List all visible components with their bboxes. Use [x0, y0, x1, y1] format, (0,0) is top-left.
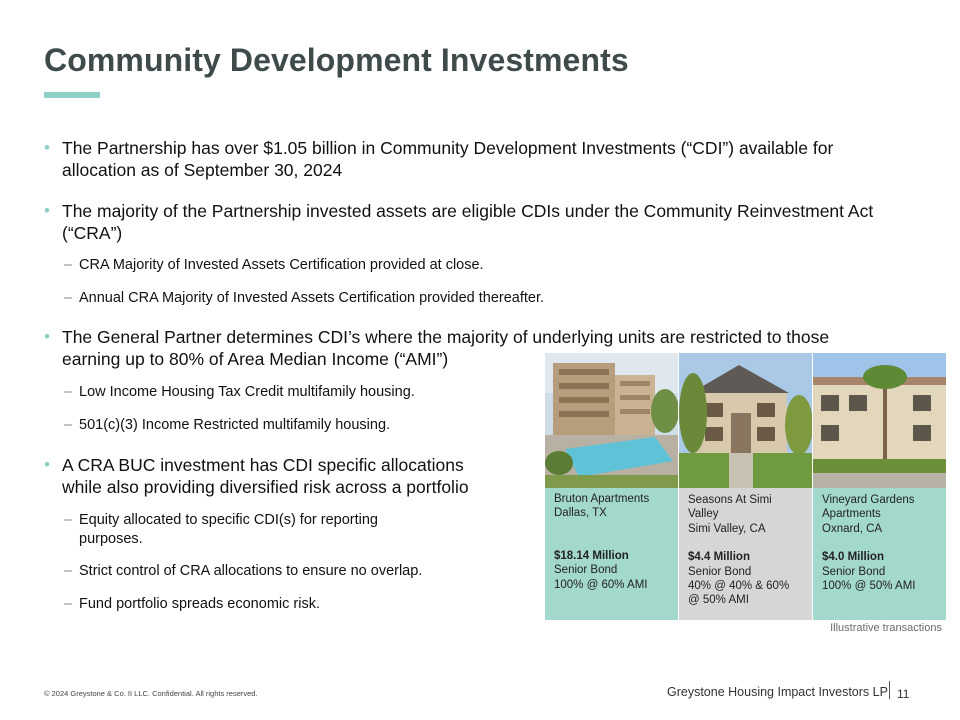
company-name: Greystone Housing Impact Investors LP	[667, 685, 888, 699]
sub-bullet-text: Low Income Housing Tax Credit multifamily housing.	[79, 384, 415, 400]
property-name-line: Valley	[688, 508, 719, 521]
property-card-bruton	[545, 488, 678, 620]
bullet-dot-icon: •	[44, 138, 50, 157]
property-location: Oxnard, CA	[822, 522, 883, 535]
dash-icon: –	[64, 563, 73, 579]
bullet-text-line: while also providing diversified risk across a portfolio	[62, 477, 469, 497]
bullet-text: The Partnership has over $1.05 billion in Community Development Investments (“CDI”) available for allocation as of September 30, 2024	[62, 138, 834, 180]
sub-bullet-item	[64, 595, 320, 614]
property-name-line: Seasons At Simi	[688, 494, 772, 506]
property-amount: $4.4 Million	[688, 551, 750, 564]
property-ami-line: @ 50% AMI	[688, 594, 749, 607]
sub-bullet-text: Equity allocated to specific CDI(s) for reporting purposes.	[79, 512, 378, 547]
sub-bullet-text: Fund portfolio spreads economic risk.	[79, 596, 320, 612]
sub-bullet-item	[64, 289, 544, 308]
property-type: Senior Bond	[822, 565, 886, 578]
illustrative-caption: Illustrative transactions	[830, 622, 942, 634]
bullet-text-line: A CRA BUC investment has CDI specific allocations	[62, 455, 464, 475]
property-cards	[545, 488, 946, 620]
property-location: Simi Valley, CA	[688, 522, 766, 535]
bullet-item	[44, 454, 522, 498]
footer-divider	[889, 681, 890, 699]
sub-bullet-text: Annual CRA Majority of Invested Assets Certification provided thereafter.	[79, 290, 545, 306]
sub-bullet-item	[64, 416, 390, 435]
dash-icon: –	[64, 512, 73, 528]
sub-bullet-text: Strict control of CRA allocations to ensure no overlap.	[79, 563, 423, 579]
property-photos	[545, 353, 946, 488]
property-type: Senior Bond	[688, 565, 752, 578]
sub-bullet-item	[64, 511, 379, 549]
bruton-apartments-photo	[545, 353, 678, 488]
dash-icon: –	[64, 417, 73, 433]
title-accent-bar	[44, 92, 100, 98]
property-type: Senior Bond	[554, 564, 618, 577]
vineyard-gardens-photo	[813, 353, 946, 488]
sub-bullet-item	[64, 383, 415, 402]
property-ami: 100% @ 50% AMI	[822, 580, 916, 593]
sub-bullet-item	[64, 256, 484, 275]
bullet-dot-icon: •	[44, 327, 50, 346]
property-ami-line: 40% @ 40% & 60%	[688, 580, 790, 593]
page-title: Community Development Investments	[44, 42, 629, 78]
property-amount: $18.14 Million	[554, 549, 629, 562]
bullet-dot-icon: •	[44, 201, 50, 220]
bullet-item	[44, 137, 902, 181]
dash-icon: –	[64, 290, 73, 306]
property-amount: $4.0 Million	[822, 551, 884, 564]
dash-icon: –	[64, 257, 73, 273]
property-card-seasons	[679, 488, 812, 620]
bullet-dot-icon: •	[44, 455, 50, 474]
seasons-at-simi-valley-photo	[679, 353, 812, 488]
sub-bullet-item	[64, 562, 422, 581]
bullet-text: The General Partner determines CDI’s where the majority of underlying units are restricted to those earning up to 80% of Area Median Income (“AMI”)	[62, 327, 830, 369]
copyright-notice: © 2024 Greystone & Co. II LLC. Confidential. All rights reserved.	[44, 689, 258, 698]
sub-bullet-text: CRA Majority of Invested Assets Certification provided at close.	[79, 257, 484, 273]
property-ami: 100% @ 60% AMI	[554, 578, 648, 591]
dash-icon: –	[64, 596, 73, 612]
property-card-vineyard	[813, 488, 946, 620]
bullet-text: The majority of the Partnership invested assets are eligible CDIs under the Community Reinvestment Act (“CRA”)	[62, 201, 874, 243]
property-name-line: Vineyard Gardens	[822, 494, 915, 506]
property-name-line: Apartments	[822, 508, 881, 521]
sub-bullet-text: 501(c)(3) Income Restricted multifamily housing.	[79, 417, 391, 433]
bullet-item	[44, 200, 922, 244]
page-number: 11	[897, 687, 910, 701]
dash-icon: –	[64, 384, 73, 400]
property-name: Bruton Apartments	[554, 493, 650, 505]
property-location: Dallas, TX	[554, 507, 607, 520]
